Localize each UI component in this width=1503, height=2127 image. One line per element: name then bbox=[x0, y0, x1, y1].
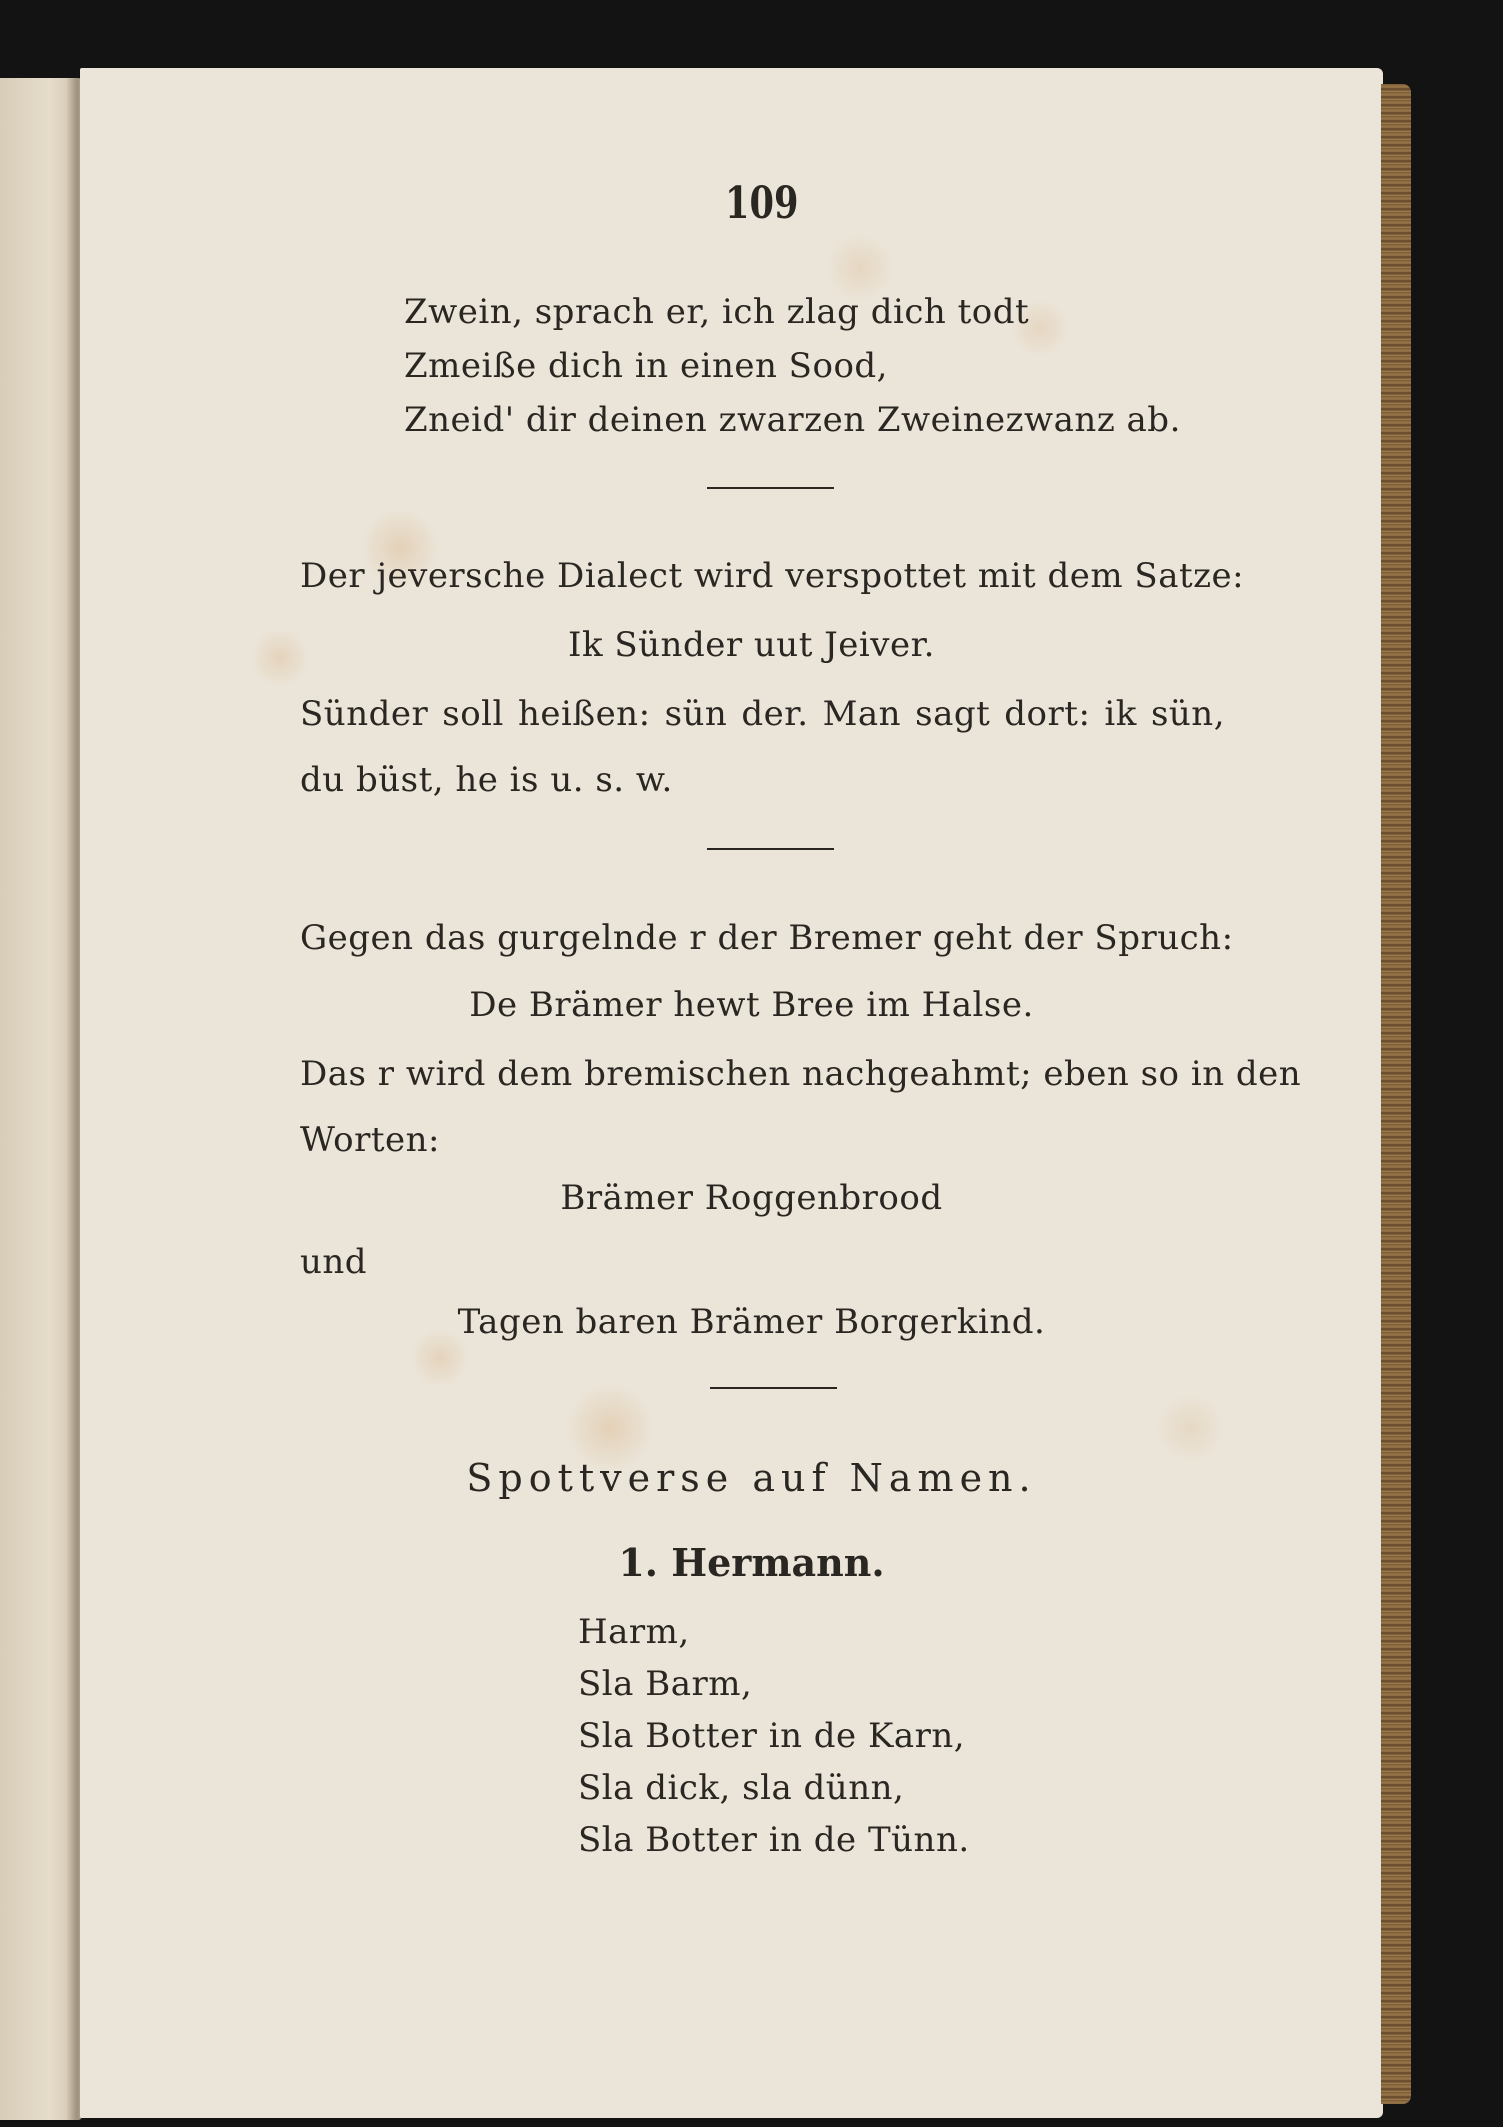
jever-intro: Der jeversche Dialect wird verspottet mit dem Satze: bbox=[300, 556, 1245, 596]
verse-line: Zmeiße dich in einen Sood, bbox=[404, 346, 888, 386]
bremen-example: Brämer Roggenbrood bbox=[560, 1178, 943, 1218]
poem-line: Sla Barm, bbox=[578, 1664, 753, 1704]
bremen-intro: Gegen das gurgelnde r der Bremer geht der Spruch: bbox=[300, 918, 1234, 958]
poem-line: Sla Botter in de Tünn. bbox=[578, 1820, 970, 1860]
jever-explain: Sünder soll heißen: sün der. Man sagt dort: ik sün, bbox=[300, 694, 1225, 734]
verse-line: Zneid' dir deinen zwarzen Zweinezwanz ab. bbox=[404, 400, 1181, 440]
poem-line: Sla dick, sla dünn, bbox=[578, 1768, 905, 1808]
jever-explain: du büst, he is u. s. w. bbox=[300, 760, 673, 800]
section-divider bbox=[710, 1387, 837, 1389]
bremen-explain: Worten: bbox=[300, 1120, 440, 1160]
bremen-quote: De Brämer hewt Bree im Halse. bbox=[469, 985, 1034, 1025]
section-heading: Spottverse auf Namen. bbox=[466, 1456, 1037, 1500]
bremen-example: Tagen baren Brämer Borgerkind. bbox=[457, 1302, 1046, 1342]
poem-line: Harm, bbox=[578, 1612, 690, 1652]
section-divider bbox=[707, 848, 834, 850]
bremen-connector: und bbox=[300, 1242, 368, 1282]
bremen-explain: Das r wird dem bremischen nachgeahmt; eben so in den bbox=[300, 1054, 1302, 1094]
verse-line: Zwein, sprach er, ich zlag dich todt bbox=[404, 292, 1030, 332]
section-subheading: 1. Hermann. bbox=[618, 1540, 885, 1585]
section-divider bbox=[707, 487, 834, 489]
jever-quote: Ik Sünder uut Jeiver. bbox=[568, 625, 935, 665]
poem-line: Sla Botter in de Karn, bbox=[578, 1716, 966, 1756]
page-number: 109 bbox=[725, 178, 799, 229]
